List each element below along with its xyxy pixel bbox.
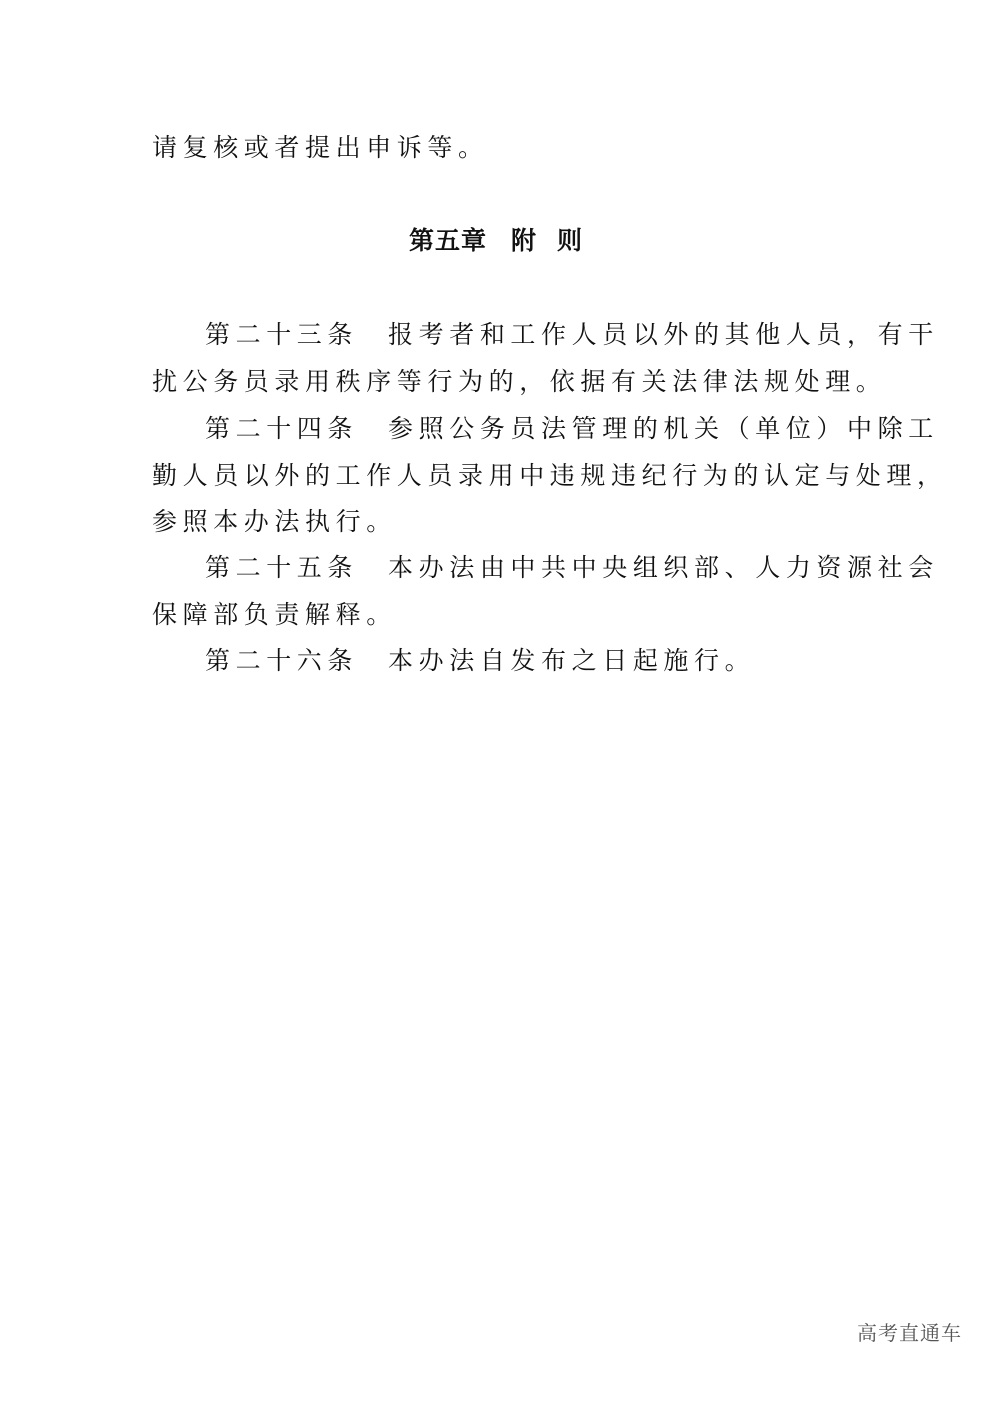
continuation-line: 请复核或者提出申诉等。 <box>152 133 489 162</box>
article-25-label: 第二十五条 <box>205 553 359 582</box>
article-26-first-line <box>205 646 755 676</box>
article-26-label: 第二十六条 <box>205 646 359 675</box>
article-24-first-line <box>205 414 939 444</box>
article-24-text-3: 参照本办法执行。 <box>152 507 397 536</box>
chapter-title-part2: 则 <box>557 226 584 255</box>
chapter-number: 第五章 <box>408 226 487 255</box>
article-25-text-2: 保障部负责解释。 <box>152 600 397 629</box>
chapter-heading <box>0 226 992 256</box>
article-24-label: 第二十四条 <box>205 414 359 443</box>
article-23-label: 第二十三条 <box>205 320 359 349</box>
article-26-text-1: 本办法自发布之日起施行。 <box>388 646 756 675</box>
article-23-text-1: 报考者和工作人员以外的其他人员，有干 <box>388 320 939 349</box>
watermark-text: 高考直通车 <box>857 1321 962 1345</box>
article-24-text-1: 参照公务员法管理的机关（单位）中除工 <box>388 414 939 443</box>
chapter-title-part1: 附 <box>510 226 537 255</box>
article-23-text-2: 扰公务员录用秩序等行为的，依据有关法律法规处理。 <box>152 367 887 396</box>
article-25-first-line <box>205 553 939 583</box>
article-23-first-line <box>205 320 939 350</box>
article-24-text-2: 勤人员以外的工作人员录用中违规违纪行为的认定与处理， <box>152 461 948 490</box>
article-25-text-1: 本办法由中共中央组织部、人力资源社会 <box>388 553 939 582</box>
